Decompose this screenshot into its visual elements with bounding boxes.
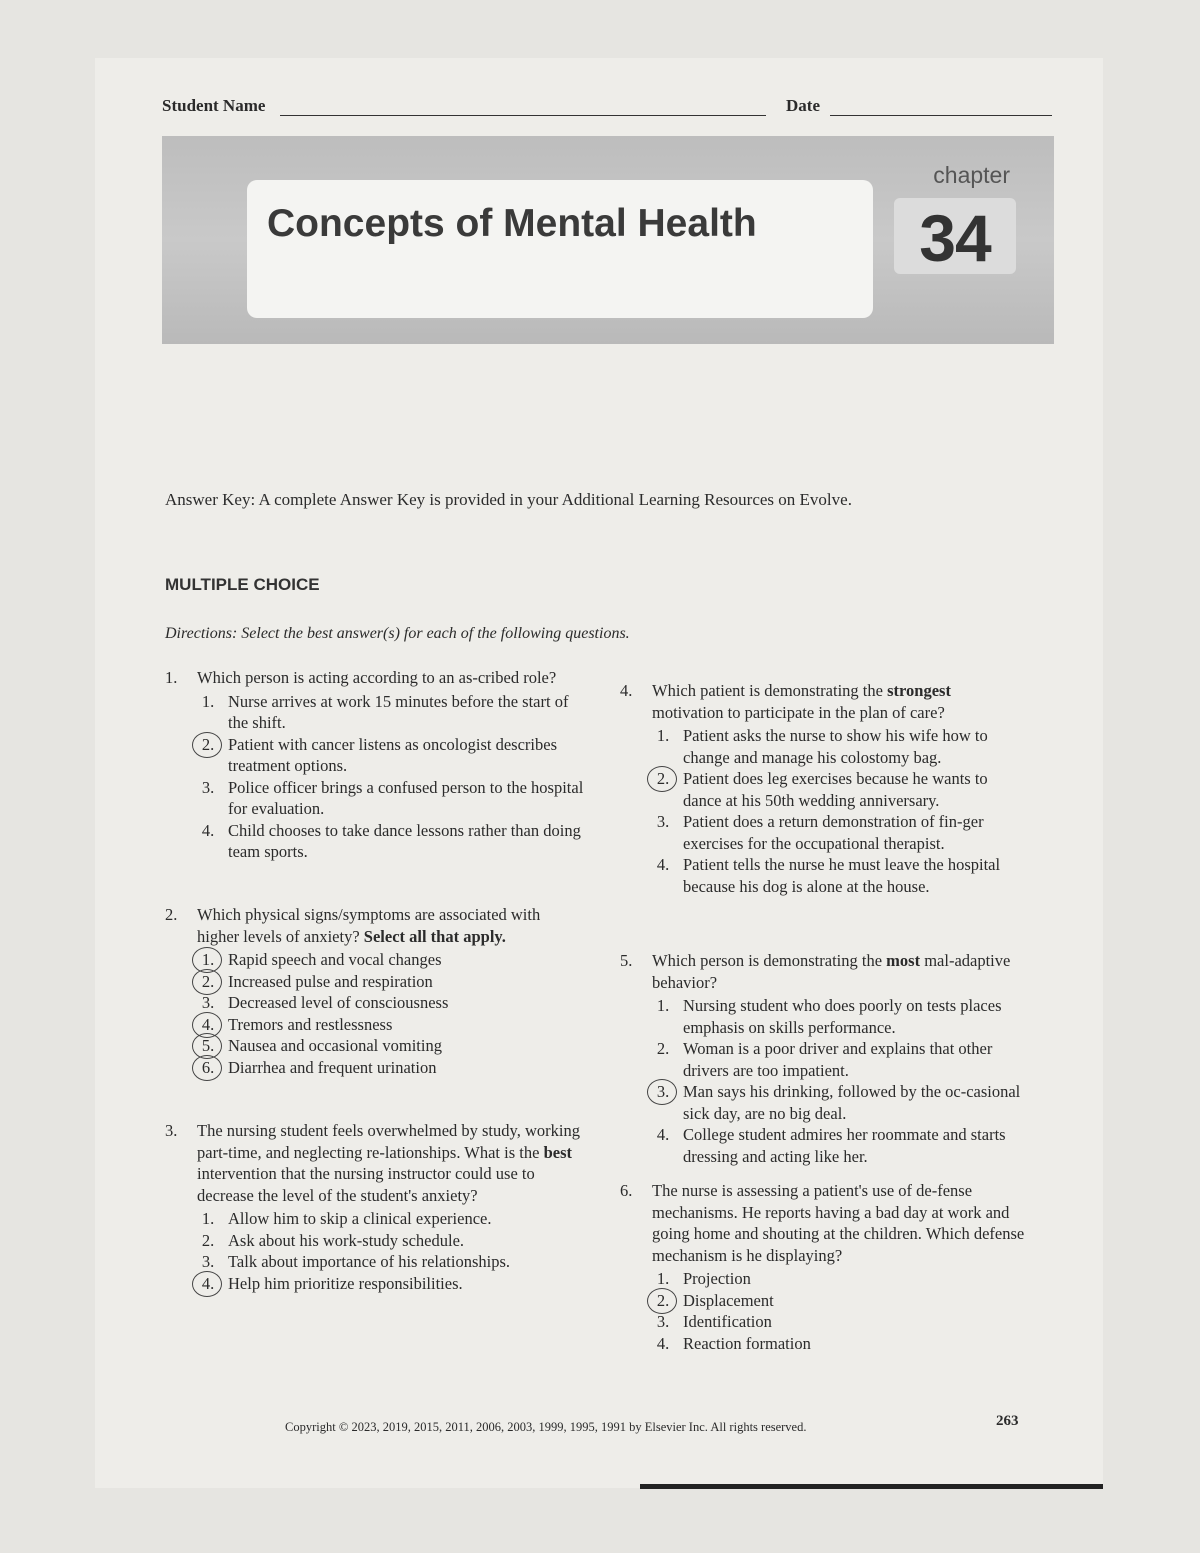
question-number: 4.	[620, 681, 633, 700]
question-stem: Which patient is demonstrating the strongest motivation to participate in the plan of care?	[652, 681, 951, 722]
page-bottom-rule	[640, 1484, 1103, 1489]
date-line[interactable]	[830, 115, 1052, 116]
answer-option[interactable]: 1. Nursing student who does poorly on tests places emphasis on skills performance.	[656, 996, 1002, 1037]
question-stem: Which person is acting according to an as-cribed role?	[197, 668, 557, 687]
answer-option-circled[interactable]: 2. Displacement	[652, 1290, 1025, 1312]
answer-option[interactable]: 3. Identification	[656, 1312, 772, 1331]
answer-option[interactable]: 1. Patient asks the nurse to show his wife how to change and manage his colostomy bag.	[656, 726, 988, 767]
chapter-banner	[162, 136, 1054, 344]
question-4	[620, 680, 1025, 897]
student-name-line[interactable]	[280, 115, 766, 116]
question-stem: Which person is demonstrating the most mal-adaptive behavior?	[652, 951, 1011, 992]
answer-option[interactable]: 3. Police officer brings a confused person to the hospital for evaluation.	[201, 777, 584, 818]
chapter-number-box	[894, 198, 1016, 274]
question-stem: The nurse is assessing a patient's use of de-fense mechanisms. He reports having a bad day at work and going home and shouting at the children. Which defense mechanism is he displaying?	[652, 1181, 1025, 1265]
question-3	[165, 1120, 585, 1294]
directions: Directions: Select the best answer(s) for each of the following questions.	[165, 625, 630, 642]
copyright-notice: Copyright © 2023, 2019, 2015, 2011, 2006, 2003, 1999, 1995, 1991 by Elsevier Inc. All rights reserved.	[285, 1420, 807, 1434]
answer-option[interactable]: 4. Patient tells the nurse he must leave the hospital because his dog is alone at the house.	[656, 855, 1001, 896]
question-number: 2.	[165, 905, 178, 924]
student-info-row	[162, 92, 1052, 118]
answer-option[interactable]: 4. Reaction formation	[656, 1333, 811, 1353]
answer-option-circled[interactable]: 3. Man says his drinking, followed by the oc-casional sick day, are no big deal.	[652, 1081, 1025, 1124]
question-6	[620, 1180, 1025, 1354]
answer-option-circled[interactable]: 5. Nausea and occasional vomiting	[197, 1035, 585, 1057]
answer-option[interactable]: 2. Ask about his work-study schedule.	[201, 1230, 465, 1250]
answer-option[interactable]: 1. Allow him to skip a clinical experience.	[201, 1209, 492, 1228]
answer-option[interactable]: 3. Talk about importance of his relationships.	[201, 1252, 511, 1271]
answer-option-circled[interactable]: 4. Tremors and restlessness	[197, 1014, 585, 1036]
answer-option[interactable]: 1. Nurse arrives at work 15 minutes before the start of the shift.	[201, 691, 569, 732]
answer-option-circled[interactable]: 1. Rapid speech and vocal changes	[197, 949, 585, 971]
answer-key-note: Answer Key: A complete Answer Key is provided in your Additional Learning Resources on Evolve.	[165, 490, 852, 509]
question-2	[165, 904, 585, 1078]
answer-option-circled[interactable]: 2. Patient does leg exercises because he wants to dance at his 50th wedding anniversary.	[652, 768, 1025, 811]
answer-option[interactable]: 3. Decreased level of consciousness	[201, 993, 449, 1012]
answer-option-circled[interactable]: 4. Help him prioritize responsibilities.	[197, 1273, 585, 1295]
question-stem: Which physical signs/symptoms are associated with higher levels of anxiety? Select all that apply.	[197, 905, 541, 946]
answer-option-circled[interactable]: 6. Diarrhea and frequent urination	[197, 1057, 585, 1079]
answer-option[interactable]: 3. Patient does a return demonstration of fin-ger exercises for the occupational therapist.	[656, 812, 984, 853]
chapter-label: chapter	[933, 162, 1010, 188]
answer-option-circled[interactable]: 2. Increased pulse and respiration	[197, 971, 585, 993]
question-1	[165, 667, 585, 863]
chapter-title: Concepts of Mental Health	[267, 202, 757, 245]
question-number: 6.	[620, 1181, 633, 1200]
question-number: 5.	[620, 951, 633, 970]
date-label: Date	[786, 96, 820, 115]
question-stem: The nursing student feels overwhelmed by study, working part-time, and neglecting re-lationships. What is the best intervention that the nursing instructor could use to decrease the level of the student's anxiety?	[197, 1121, 580, 1205]
question-5	[620, 950, 1025, 1167]
answer-option-circled[interactable]: 2. Patient with cancer listens as oncologist describes treatment options.	[197, 734, 585, 777]
question-number: 1.	[165, 668, 178, 687]
title-box	[247, 180, 873, 318]
answer-option[interactable]: 4. College student admires her roommate and starts dressing and acting like her.	[656, 1125, 1006, 1166]
answer-option[interactable]: 1. Projection	[656, 1269, 751, 1288]
page-number: 263	[996, 1413, 1019, 1429]
answer-option[interactable]: 2. Woman is a poor driver and explains that other drivers are too impatient.	[656, 1039, 993, 1080]
chapter-number: 34	[919, 201, 991, 275]
section-heading: MULTIPLE CHOICE	[165, 575, 320, 594]
student-name-label: Student Name	[162, 96, 266, 115]
question-number: 3.	[165, 1121, 178, 1140]
answer-option[interactable]: 4. Child chooses to take dance lessons rather than doing team sports.	[201, 820, 581, 861]
